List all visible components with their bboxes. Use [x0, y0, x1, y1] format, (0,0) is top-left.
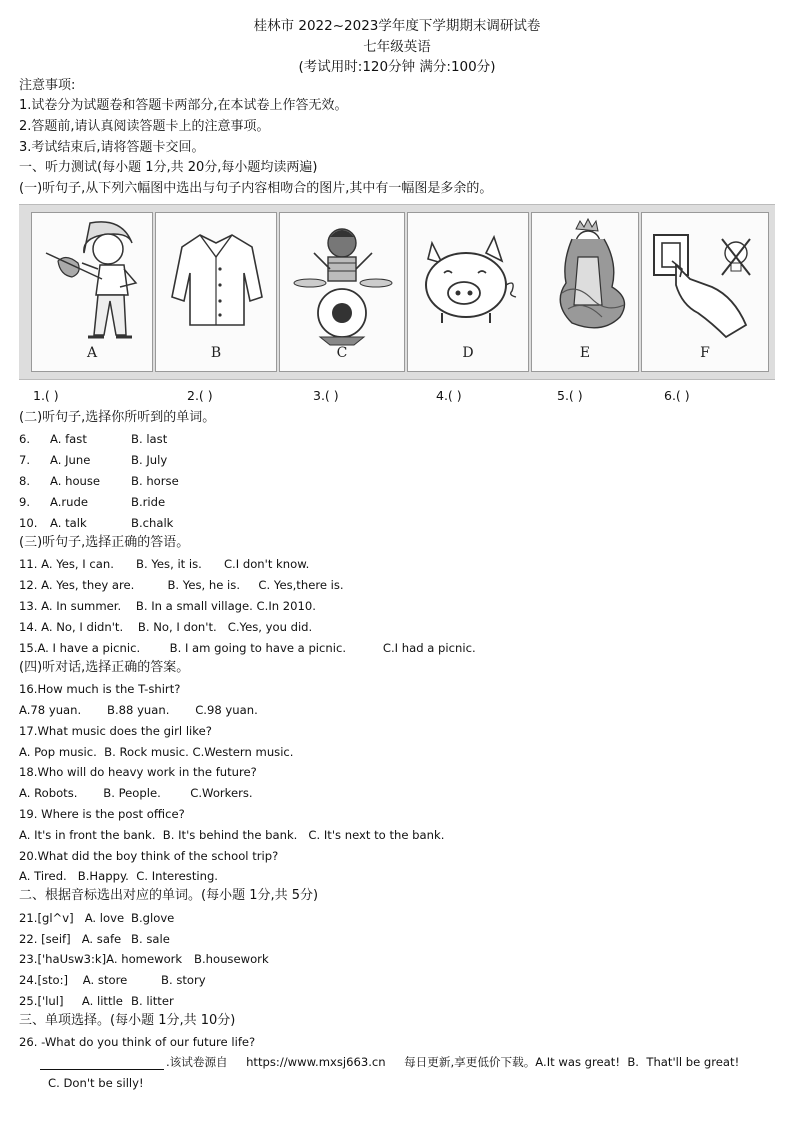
item-number: 7.	[19, 453, 31, 467]
phonetic-option-a: 25.['lul] A. little	[19, 994, 123, 1008]
question-26: 26. -What do you think of our future life?	[19, 1035, 256, 1049]
picture-b	[155, 212, 277, 372]
question-17-options: A. Pop music. B. Rock music. C.Western music.	[19, 745, 294, 759]
question-20: 20.What did the boy think of the school trip?	[19, 849, 279, 863]
question-18: 18.Who will do heavy work in the future?	[19, 765, 257, 779]
question-17: 17.What music does the girl like?	[19, 724, 212, 738]
phonetic-option-a: 22. [seif] A. safe	[19, 932, 122, 946]
question-16: 16.How much is the T-shirt?	[19, 682, 181, 696]
picture-strip	[19, 204, 775, 380]
option-a: A. talk	[50, 516, 87, 530]
question-19-options: A. It's in front the bank. B. It's behind the bank. C. It's next to the bank.	[19, 828, 445, 842]
section4-title: (四)听对话,选择正确的答案。	[19, 660, 190, 675]
answer-slot-2[interactable]: 2.( )	[187, 388, 213, 403]
picture-a	[31, 212, 153, 372]
exam-time-info: (考试用时:120分钟 满分:100分)	[298, 59, 496, 75]
option-b: B.ride	[131, 495, 166, 509]
question-15: 15.A. I have a picnic. B. I am going to have a picnic. C.I had a picnic.	[19, 641, 476, 655]
answer-slot-3[interactable]: 3.( )	[313, 388, 339, 403]
option-a: A. June	[50, 453, 91, 467]
phonetic-option-a: 21.[gl^v] A. love	[19, 911, 125, 925]
phonetic-option-b: B. story	[161, 973, 206, 987]
option-b: B. horse	[131, 474, 179, 488]
list-item	[19, 951, 319, 967]
exam-subject: 七年级英语	[363, 39, 431, 55]
item-number: 10.	[19, 516, 38, 530]
question-26-option-c: C. Don't be silly!	[48, 1076, 144, 1090]
phonetic-option-a: 24.[sto:] A. store	[19, 973, 128, 987]
option-a: A.rude	[50, 495, 89, 509]
question-11: 11. A. Yes, I can. B. Yes, it is. C.I don't know.	[19, 557, 310, 571]
question-26-line2	[40, 1054, 739, 1070]
phonetic-option-b: B.glove	[131, 911, 175, 925]
list-item	[19, 431, 219, 447]
list-item	[19, 494, 219, 510]
question-18-options: A. Robots. B. People. C.Workers.	[19, 786, 253, 800]
question-12: 12. A. Yes, they are. B. Yes, he is. C. Yes,there is.	[19, 578, 344, 592]
notes-heading: 注意事项:	[19, 78, 76, 93]
phonetic-option-b: B. sale	[131, 932, 170, 946]
question-13: 13. A. In summer. B. In a small village. C.In 2010.	[19, 599, 316, 613]
part1-title: 一、听力测试(每小题 1分,共 20分,每小题均读两遍)	[19, 160, 318, 175]
picture-e-label: E	[579, 345, 591, 361]
note-3: 3.考试结束后,请将答题卡交回。	[19, 140, 205, 155]
picture-answer-row	[0, 388, 794, 406]
item-number: 6.	[19, 432, 31, 446]
picture-a-label: A	[86, 345, 98, 361]
list-item	[19, 993, 319, 1009]
list-item	[19, 931, 319, 947]
answer-blank[interactable]	[40, 1057, 164, 1070]
question-19: 19. Where is the post office?	[19, 807, 185, 821]
option-b: B.chalk	[131, 516, 174, 530]
picture-e	[531, 212, 639, 372]
note-2: 2.答题前,请认真阅读答题卡上的注意事项。	[19, 119, 270, 134]
phonetic-option-a: 23.['haUsw3:k]A. homework	[19, 952, 183, 966]
picture-c	[279, 212, 405, 372]
item-number: 9.	[19, 495, 31, 509]
section3-title: (三)听句子,选择正确的答语。	[19, 535, 190, 550]
part3-title: 三、单项选择。(每小题 1分,共 10分)	[19, 1013, 236, 1028]
phonetic-option-b: B.housework	[194, 952, 269, 966]
exam-title: 桂林市 2022~2023学年度下学期期末调研试卷	[253, 18, 541, 34]
picture-f	[641, 212, 769, 372]
option-a: A. fast	[50, 432, 87, 446]
list-item	[19, 910, 319, 926]
answer-slot-1[interactable]: 1.( )	[33, 388, 59, 403]
note-1: 1.试卷分为试题卷和答题卡两部分,在本试卷上作答无效。	[19, 98, 348, 113]
picture-b-label: B	[210, 345, 222, 361]
answer-slot-4[interactable]: 4.( )	[436, 388, 462, 403]
question-16-options: A.78 yuan. B.88 yuan. C.98 yuan.	[19, 703, 258, 717]
answer-slot-5[interactable]: 5.( )	[557, 388, 583, 403]
phonetic-option-b: B. litter	[131, 994, 174, 1008]
list-item	[19, 473, 219, 489]
list-item	[19, 515, 219, 531]
part2-title: 二、根据音标选出对应的单词。(每小题 1分,共 5分)	[19, 888, 319, 903]
section2-title: (二)听句子,选择你所听到的单词。	[19, 410, 216, 425]
question-20-options: A. Tired. B.Happy. C. Interesting.	[19, 869, 218, 883]
list-item	[19, 452, 219, 468]
picture-c-label: C	[336, 345, 348, 361]
item-number: 8.	[19, 474, 31, 488]
answer-slot-6[interactable]: 6.( )	[664, 388, 690, 403]
list-item	[19, 972, 319, 988]
picture-f-label: F	[700, 345, 710, 361]
section1-title: (一)听句子,从下列六幅图中选出与句子内容相吻合的图片,其中有一幅图是多余的。	[19, 181, 493, 196]
question-14: 14. A. No, I didn't. B. No, I don't. C.Yes, you did.	[19, 620, 313, 634]
question-26-options: .该试卷源自 https://www.mxsj663.cn 每日更新,享更低价下载。A.It was great! B. That'll be great!	[166, 1055, 740, 1069]
option-b: B. last	[131, 432, 168, 446]
option-b: B. July	[131, 453, 168, 467]
option-a: A. house	[50, 474, 101, 488]
picture-d	[407, 212, 529, 372]
picture-d-label: D	[462, 345, 474, 361]
